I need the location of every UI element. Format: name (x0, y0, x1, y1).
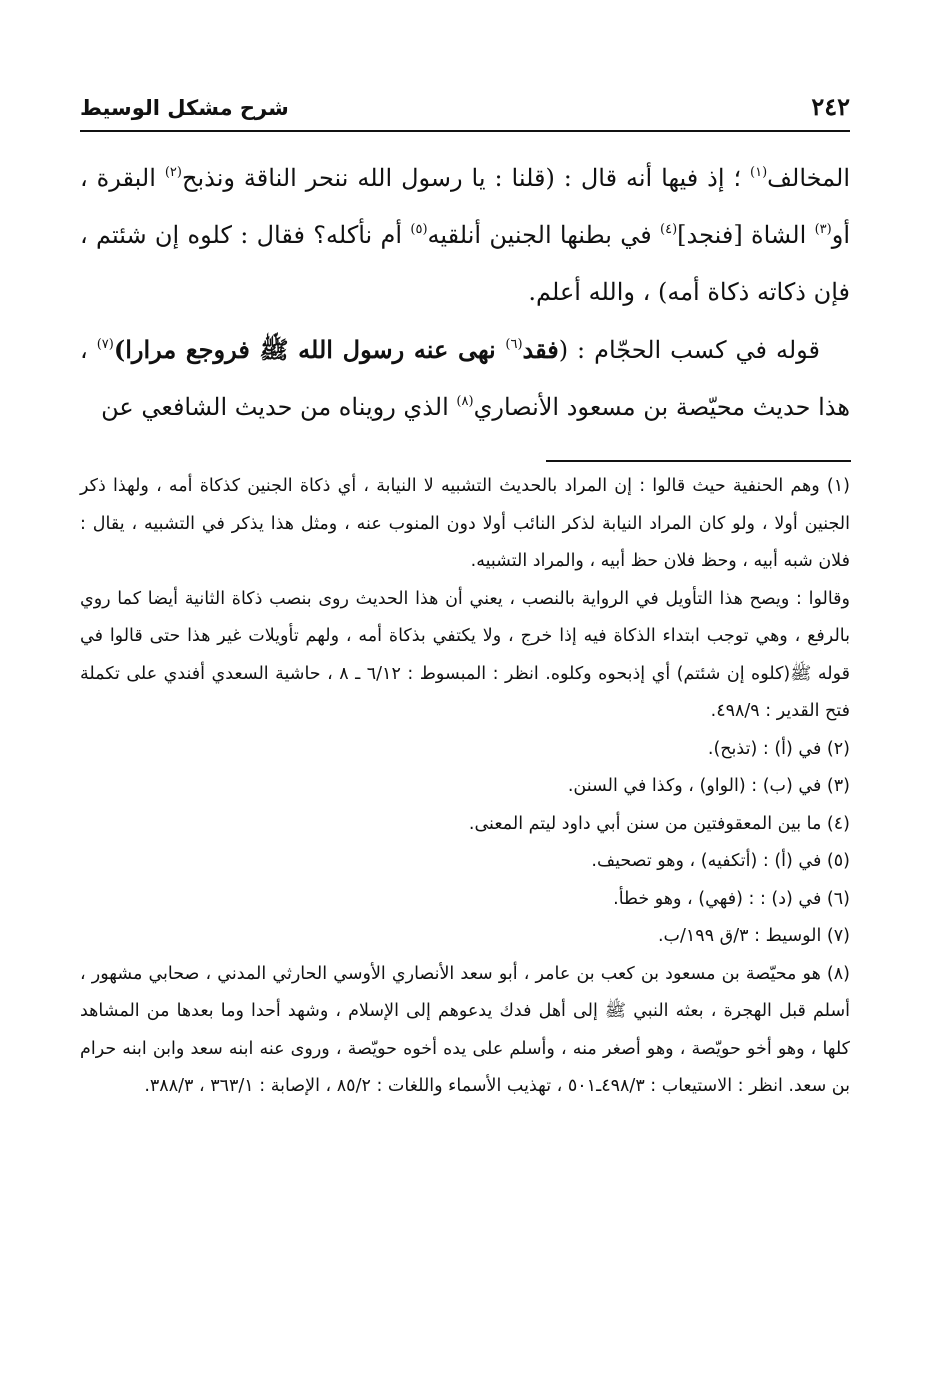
running-title: شرح مشكل الوسيط (80, 96, 289, 120)
footnote-1: (١) وهم الحنفية حيث قالوا : إن المراد بالحديث التشبيه لا النيابة ، أي ذكاة الجنين كذكاة أمه ، ولهذا ذكر الجنين أولا ، ولو كان المراد النيابة لذكر النائب أولا دون المنوب عنه ، ومثل هذا يذكر في التشبيه ، يقال : فلان شبه أبيه ، وحظ فلان حظ أبيه ، والمراد التشبيه. (80, 476, 850, 571)
footnote-2: (٢) في (أ) : (تذبح). (707, 738, 850, 759)
footnote-7: (٧) الوسيط : ٣/ق ١٩٩/ب. (657, 926, 850, 946)
paragraph-2: قوله في كسب الحجّام : (فقد$^{(٦)}$ نهى عنه رسول الله ﷺ فروجع مرارا)$^{(٧)}$ ، هذا حديث محيّصة بن مسعود الأنصاري$^{(٨)}$ الذي رويناه من حديث الشافعي عن (80, 335, 850, 421)
paragraph-1: المخالف$^{(١)}$ ؛ إذ فيها أنه قال : (قلنا : يا رسول الله ننحر الناقة ونذبح$^{(٢)}$ البقرة ، أو$^{(٣)}$ الشاة [فنجد]$^{(٤)}$ في بطنها الجنين أنلقيه$^{(٥)}$ أم نأكله؟ فقال : كلوه إن شئتم ، فإن ذكاته ذكاة أمه) ، والله أعلم. (80, 164, 850, 306)
footnote-ref-5: (٥) (410, 222, 428, 237)
page-number: ٢٤٢ (811, 92, 850, 121)
footnote-ref-2: (٢) (164, 165, 182, 180)
main-text (80, 150, 850, 436)
footnote-ref-6: (٦) (505, 337, 523, 352)
footnote-ref-1: (١) (750, 165, 768, 180)
page-header (80, 92, 850, 126)
footnote-3: (٣) في (ب) : (الواو) ، وكذا في السنن. (567, 776, 850, 796)
footnote-6: (٦) في (د) : : (فهي) ، وهو خطأ. (613, 888, 850, 909)
footnotes (80, 468, 850, 1106)
footnote-ref-3: (٣) (814, 222, 832, 237)
footnote-ref-8: (٨) (456, 394, 474, 409)
footnote-separator (546, 460, 851, 462)
footnote-ref-7: (٧) (96, 337, 114, 352)
footnote-1-continued: وقالوا : ويصح هذا التأويل في الرواية بالنصب ، يعني أن هذا الحديث روى بنصب ذكاة الثانية أيضا كما روي بالرفع ، وهي توجب ابتداء الذكاة فيه إذا خرج ، ولا يكتفي بذكاة أمه ، ولهم تأويلات غير هذا حتى قالوا في قوله ﷺ(كلوه إن شئتم) أي إذبحوه وكلوه. انظر : المبسوط : ٦/١٢ ـ ٨ ، حاشية السعدي أفندي على تكملة فتح القدير : ٤٩٨/٩. (80, 588, 850, 721)
footnote-8: (٨) هو محيّصة بن مسعود بن كعب بن عامر ، أبو سعد الأنصاري الأوسي الحارثي المدني ، صحابي مشهور ، أسلم قبل الهجرة ، بعثه النبي ﷺ إلى أهل فدك يدعوهم إلى الإسلام ، وشهد أحدا وما بعدها من المشاهد كلها ، وهو أخو حويّصة ، وهو أصغر منه ، وأسلم على يده أخوه حويّصة ، وروى عنه ابنه سعد وابن ابنه حرام بن سعد. انظر : الاستيعاب : ٤٩٨/٣ـ٥٠١ ، تهذيب الأسماء واللغات : ٨٥/٢ ، الإصابة : ٣٦٣/١ ، ٣٨٨/٣. (80, 963, 850, 1096)
footnote-5: (٥) في (أ) : (أتكفيه) ، وهو تصحيف. (591, 851, 850, 871)
header-rule (80, 130, 850, 132)
footnote-4: (٤) ما بين المعقوفتين من سنن أبي داود ليتم المعنى. (468, 813, 850, 834)
footnote-ref-4: (٤) (660, 222, 678, 237)
